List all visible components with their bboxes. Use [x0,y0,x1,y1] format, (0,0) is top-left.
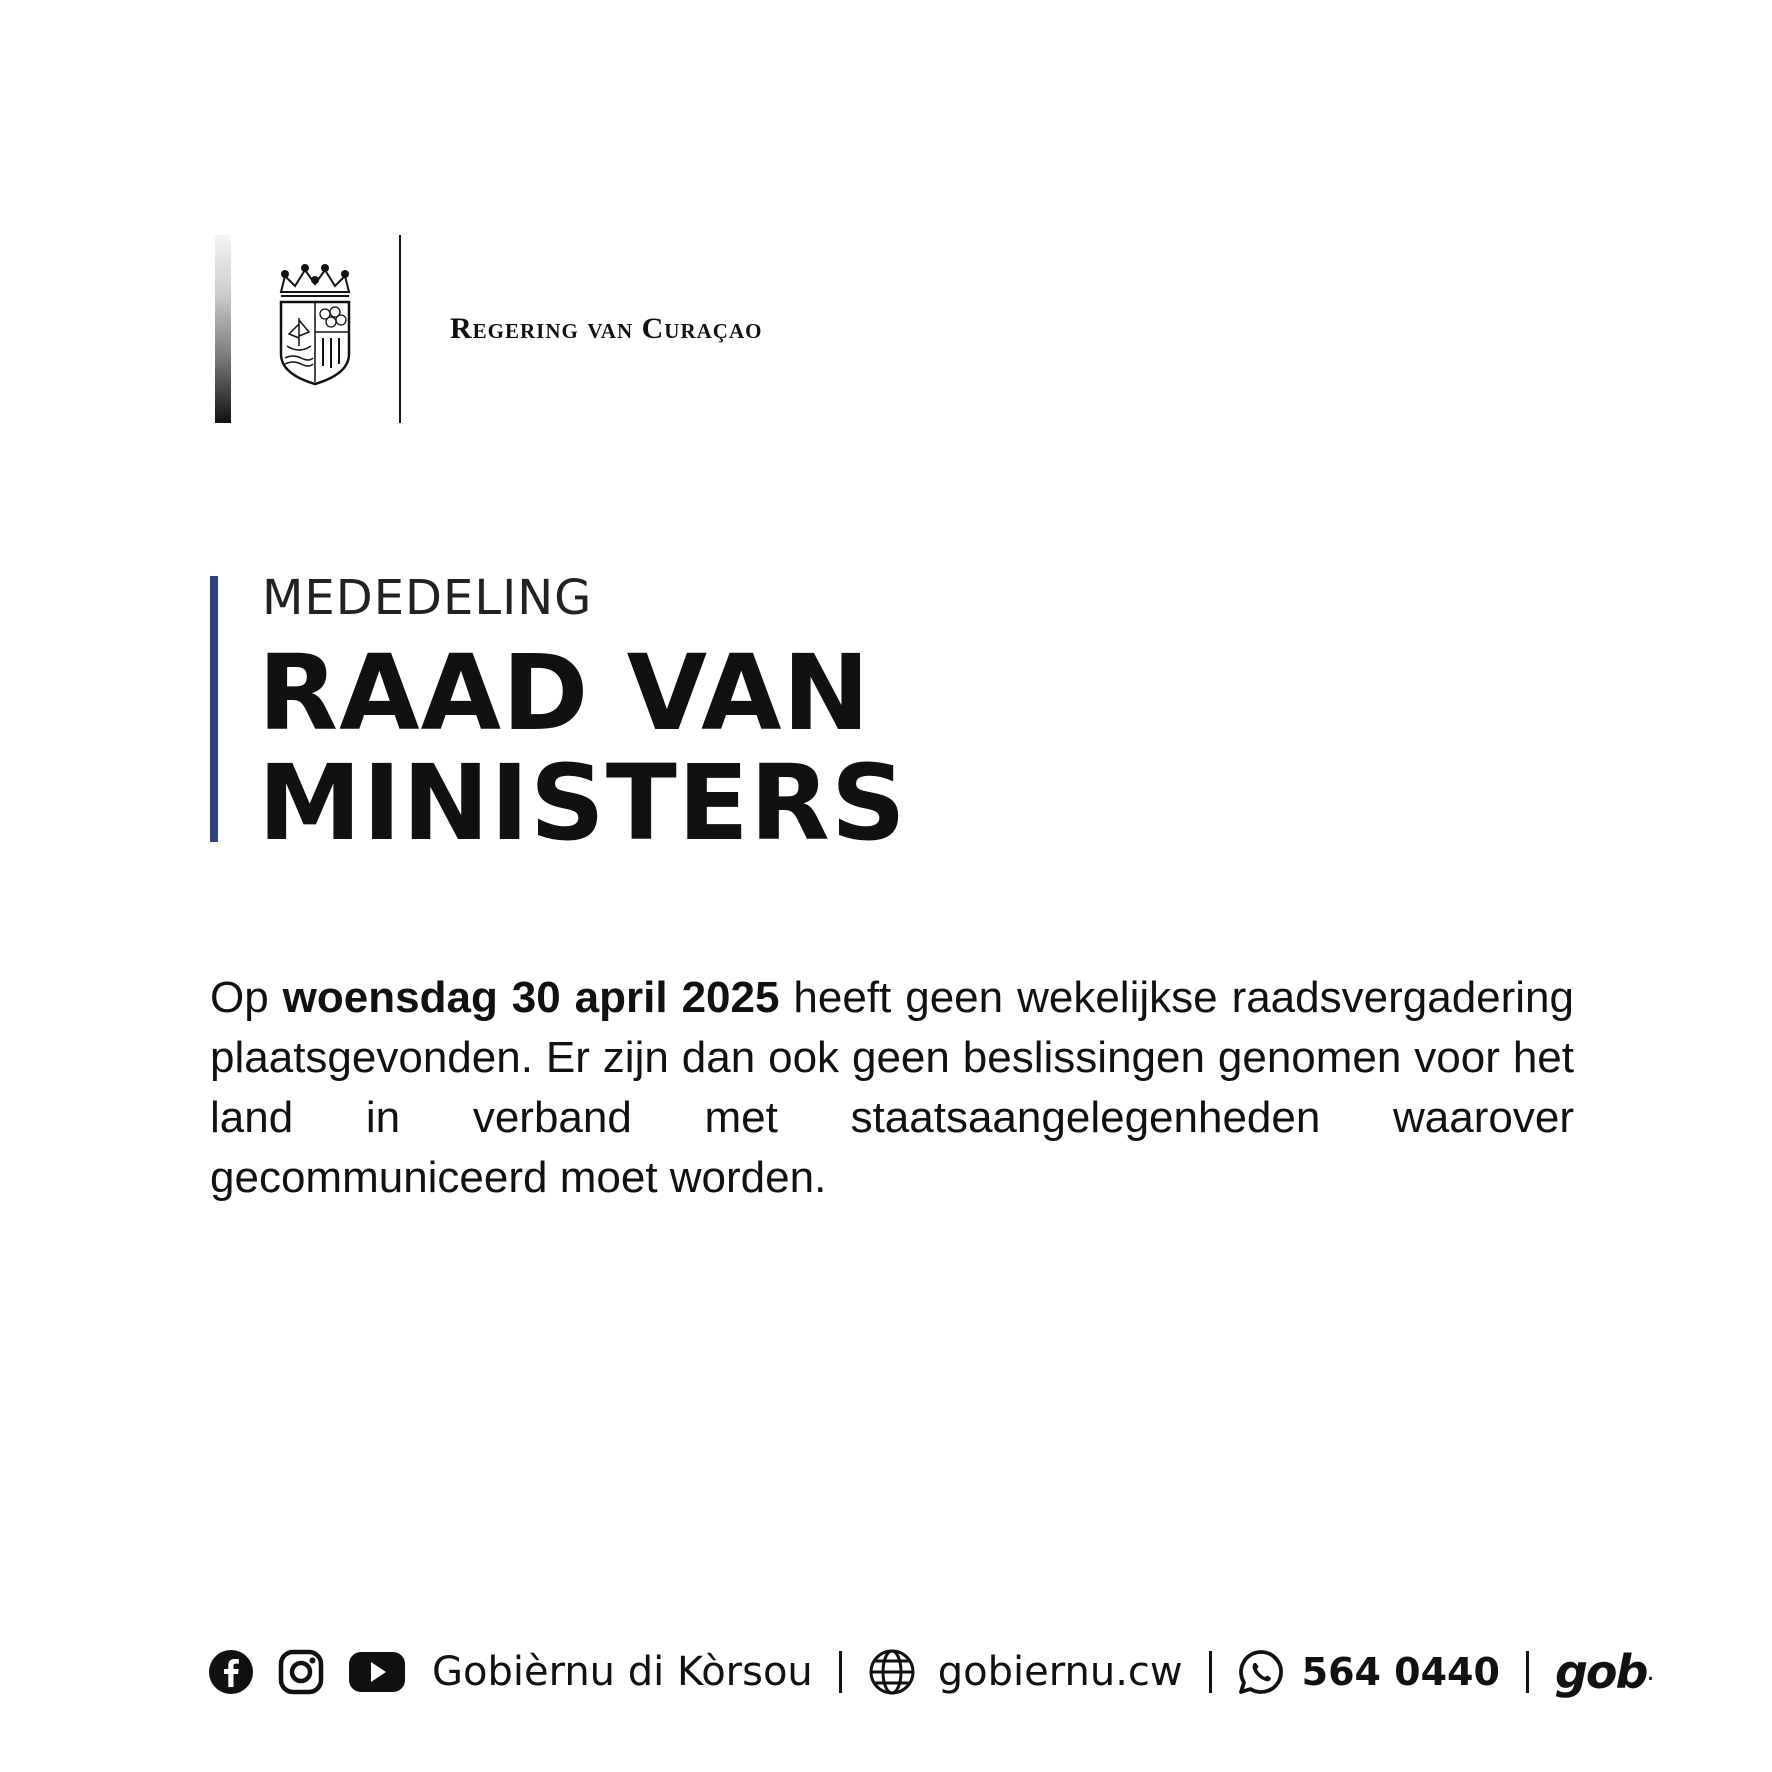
announcement-body [210,968,1574,1208]
footer-separator [839,1651,842,1693]
title-accent-bar [210,576,218,842]
coat-of-arms-logo [275,262,355,386]
website-link[interactable]: gobiernu.cw [937,1649,1183,1695]
header-divider [399,235,401,423]
body-date: woensdag 30 april 2025 [282,973,780,1022]
title-line-2: MINISTERS [258,742,907,864]
footer-contact-bar [208,1640,1655,1704]
title-kicker: MEDEDELING [262,570,593,626]
header-gradient-bar [215,235,231,423]
instagram-icon[interactable] [278,1649,324,1695]
gob-brand-logo: gob [1554,1645,1647,1699]
gob-brand-dot: . [1646,1657,1655,1687]
globe-icon [868,1648,916,1696]
body-rest: heeft geen wekelijkse raadsvergadering plaatsgevonden. Er zijn dan ook geen beslissingen genomen voor het land in verband met staatsaangelegenheden waarover gecommuniceerd moet worden. [210,973,1575,1202]
page-title [258,632,958,864]
whatsapp-icon [1238,1649,1284,1695]
phone-number[interactable]: 564 0440 [1301,1650,1500,1694]
footer-separator [1526,1651,1529,1693]
facebook-icon[interactable] [208,1649,254,1695]
title-line-1: RAAD VAN [258,632,871,754]
social-handle[interactable]: Gobièrnu di Kòrsou [432,1649,813,1695]
footer-separator [1209,1651,1212,1693]
youtube-icon[interactable] [348,1651,406,1693]
body-intro: Op [210,973,283,1022]
organization-name: Regering van Curaçao [450,312,763,345]
